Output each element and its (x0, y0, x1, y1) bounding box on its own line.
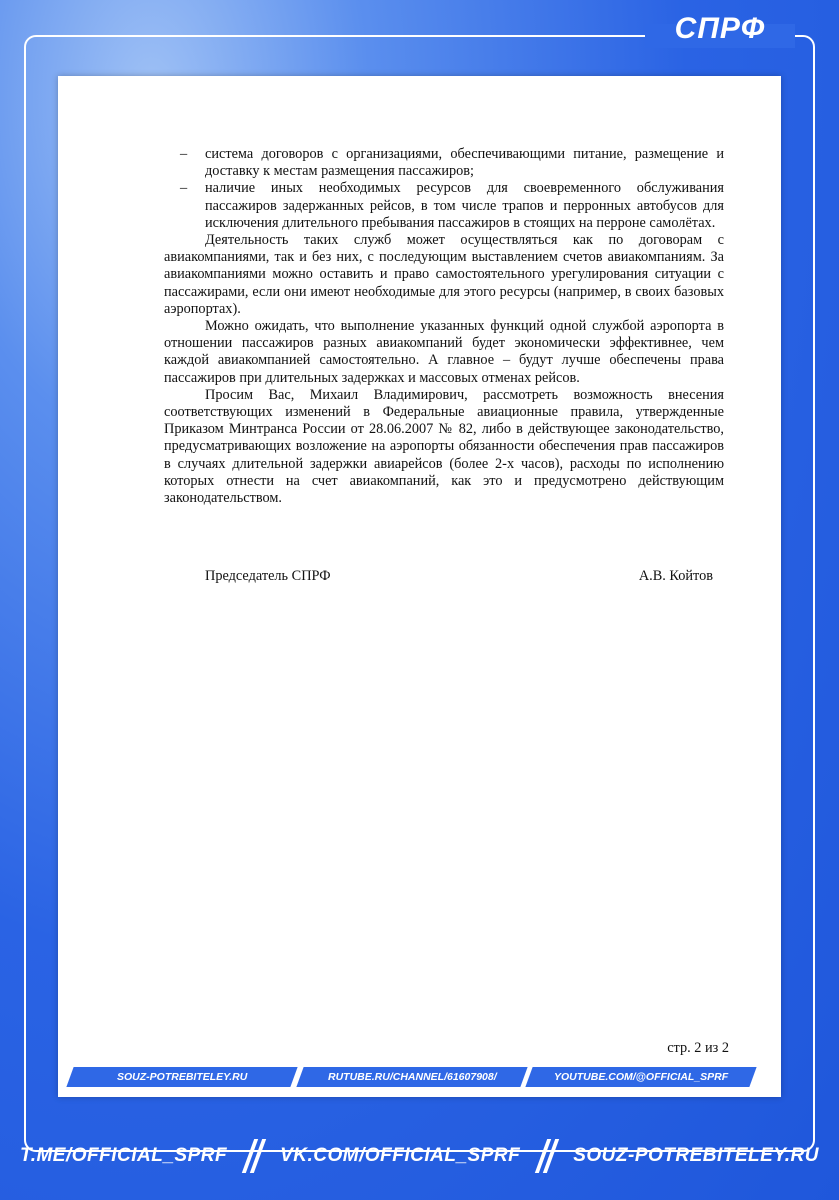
bullet-dash: – (180, 146, 188, 162)
footer-link-rutube[interactable] (296, 1067, 527, 1087)
paragraph: Деятельность таких служб может осуществляться как по договорам с авиакомпаниями, так и без них, с последующим выставлением счетов авиакомпаниям. За авиакомпаниями можно оставить и право самостоятельного урегулирования ситуации с пассажирами, если они имеют необходимые для этого ресурсы (например, в своих базовых аэропортах). (164, 232, 724, 317)
page-number: стр. 2 из 2 (667, 1040, 729, 1056)
page-footer-links (58, 1067, 781, 1087)
slash-separator-icon (246, 1139, 262, 1173)
list-item-text: система договоров с организациями, обеспечивающими питание, размещение и доставку к местам размещения пассажиров; (205, 146, 724, 180)
paragraph: Можно ожидать, что выполнение указанных функций одной службой аэропорта в отношении пассажиров разных авиакомпаний будет экономически эффективнее, чем каждой авиакомпанией самостоятельно. А главное – будут лучше обеспечены права пассажиров при длительных задержках и массовых отменах рейсов. (164, 318, 724, 386)
signatory-name: А.В. Койтов (638, 568, 713, 584)
list-item (164, 146, 724, 180)
footer-link-label: SOUZ-POTREBITELEY.RU (116, 1071, 247, 1083)
list-item-text: наличие иных необходимых ресурсов для своевременного обслуживания пассажиров задержанных рейсов, в том числе трапов и перронных автобусов для исключения длительного пребывания пассажиров в стоящих на перроне самолётах. (205, 180, 724, 231)
footer-link-label: RUTUBE.RU/CHANNEL/61607908/ (327, 1071, 496, 1083)
slash-separator-icon (539, 1139, 555, 1173)
footer-link-website[interactable] (66, 1067, 297, 1087)
document-body (164, 146, 724, 507)
signatory-position: Председатель СПРФ (205, 568, 331, 584)
brand-logo: СПРФ (674, 12, 766, 45)
bullet-dash: – (180, 180, 188, 197)
website-link[interactable]: SOUZ-POTREBITELEY.RU (573, 1145, 819, 1166)
telegram-link[interactable]: T.ME/OFFICIAL_SPRF (20, 1145, 228, 1166)
vk-link[interactable]: VK.COM/OFFICIAL_SPRF (280, 1145, 521, 1166)
signature-block (205, 568, 713, 585)
bottom-links-bar (20, 1135, 819, 1177)
paragraph: Просим Вас, Михаил Владимирович, рассмотреть возможность внесения соответствующих изменений в Федеральные авиационные правила, утвержденные Приказом Минтранса России от 28.06.2007 № 82, либо в действующее законодательство, предусматривающих возложение на аэропорты обязанности обеспечения прав пассажиров в случаях длительной задержки авиарейсов (более 2-х часов), расходы по исполнению которых отнести на счет авиакомпаний, как это и предусмотрено действующим законодательством. (164, 386, 724, 507)
footer-link-label: YOUTUBE.COM/@OFFICIAL_SPRF (554, 1071, 729, 1083)
footer-link-youtube[interactable] (526, 1067, 757, 1087)
document-page (58, 76, 781, 1097)
list-item (164, 180, 724, 232)
